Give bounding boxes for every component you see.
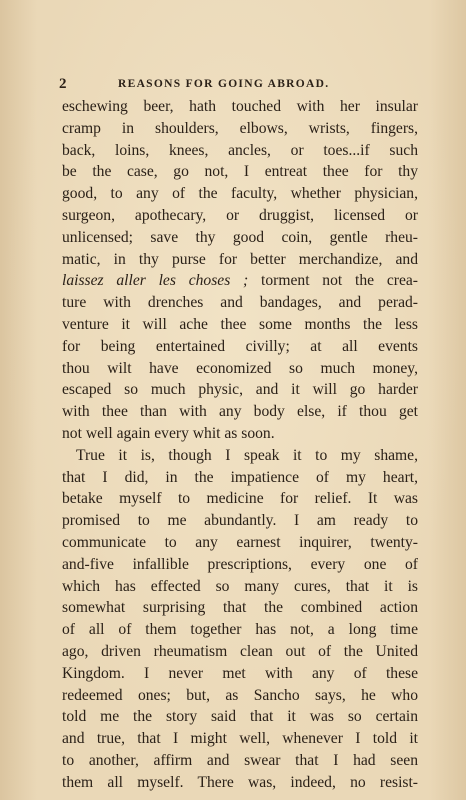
text-line: communicate to any earnest inquirer, twenty- bbox=[62, 533, 418, 551]
text-line: ago, driven rheumatism clean out of the United bbox=[62, 642, 418, 660]
text-line: which has effected so many cures, that it is bbox=[62, 577, 418, 595]
page-number: 2 bbox=[59, 76, 67, 92]
text-line-paragraph-end: not well again every whit as soon. bbox=[62, 424, 275, 442]
text-line: surgeon, apothecary, or druggist, licensed or bbox=[62, 206, 418, 224]
text-line-paragraph-start: True it is, though I speak it to my shame, bbox=[76, 446, 418, 464]
running-title: REASONS FOR GOING ABROAD. bbox=[118, 78, 330, 90]
text-line: good, to any of the faculty, whether physician, bbox=[62, 185, 418, 203]
text-line: unlicensed; save thy good coin, gentle rheu- bbox=[62, 228, 418, 246]
text-line: that I did, in the impatience of my heart, bbox=[62, 468, 418, 486]
text-line-mixed bbox=[62, 270, 418, 292]
text-line: Kingdom. I never met with any of these bbox=[62, 664, 418, 682]
text-line: betake myself to medicine for relief. It was bbox=[62, 490, 418, 508]
text-line: promised to me abundantly. I am ready to bbox=[62, 512, 418, 530]
text-line: eschewing beer, hath touched with her insular bbox=[62, 98, 418, 115]
text-line: told me the story said that it was so certain bbox=[62, 708, 418, 726]
text-line: matic, in thy purse for better merchandize, and bbox=[62, 250, 418, 268]
text-line: them all myself. There was, indeed, no resist- bbox=[62, 773, 418, 791]
text-line: back, loins, knees, ancles, or toes...if such bbox=[62, 141, 418, 159]
text-line: and true, that I might well, whenever I told it bbox=[62, 730, 418, 748]
text-line: redeemed ones; but, as Sancho says, he who bbox=[62, 686, 418, 704]
text-line: with thee than with any body else, if thou get bbox=[62, 403, 418, 421]
text-line: cramp in shoulders, elbows, wrists, fingers, bbox=[62, 119, 418, 137]
text-line: for being entertained civilly; at all events bbox=[62, 337, 418, 355]
text-line: venture it will ache thee some months the less bbox=[62, 315, 418, 333]
text-line: be the case, go not, I entreat thee for thy bbox=[62, 163, 418, 181]
text-line: to another, affirm and swear that I had seen bbox=[62, 751, 418, 769]
text-line: thou wilt have economized so much money, bbox=[62, 359, 418, 377]
text-segment: torment not the crea- bbox=[261, 272, 418, 290]
text-line: somewhat surprising that the combined action bbox=[62, 599, 418, 617]
text-line: of all of them together has not, a long time bbox=[62, 621, 418, 639]
running-head bbox=[59, 76, 419, 94]
body-text bbox=[62, 96, 418, 794]
text-line: ture with drenches and bandages, and perad- bbox=[62, 294, 418, 312]
text-line: and-five infallible prescriptions, every one of bbox=[62, 555, 418, 573]
text-line: escaped so much physic, and it will go harder bbox=[62, 381, 418, 399]
italic-phrase: laissez aller les choses ; bbox=[62, 272, 249, 290]
